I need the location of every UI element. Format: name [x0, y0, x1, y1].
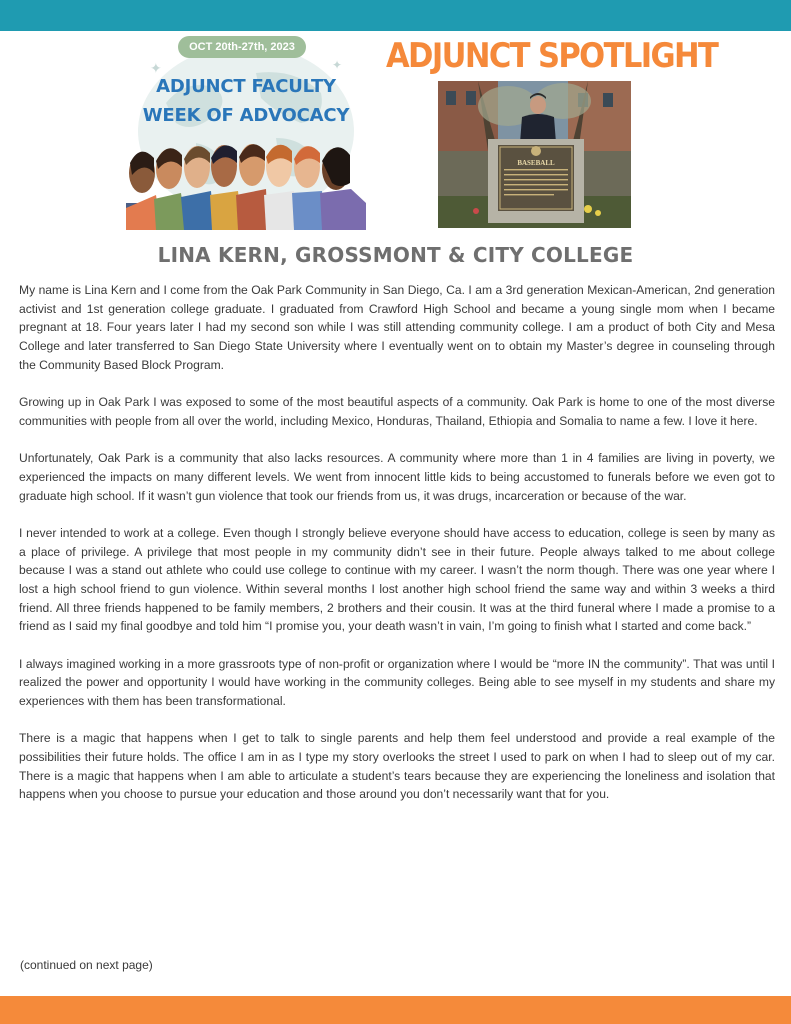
event-title-line1: ADJUNCT FACULTY: [156, 76, 336, 97]
story-paragraph: My name is Lina Kern and I come from the Oak Park Community in San Diego, Ca. I am a 3rd generation Mexican-American, 2nd generation activist and 1st generation college graduate. I graduated from Crawford High School and became a young single mom when I became pregnant at 18. Four years later I had my second son while I was still attending community college. I am a product of both City and Mesa College and later transferred to San Diego State University where I eventually went on to obtain my Master’s degree in counseling through the Community Based Block Program.: [19, 283, 775, 372]
svg-text:✦: ✦: [150, 60, 162, 76]
event-date-badge: OCT 20th-27th, 2023: [178, 36, 306, 58]
week-of-advocacy-graphic: [126, 33, 366, 230]
story-paragraph: Growing up in Oak Park I was exposed to some of the most beautiful aspects of a community. Oak Park is home to one of the most diverse communities with people from all over the world, including Mexico, Honduras, Thailand, Ethiopia and Somalia to name a few. I love it here.: [19, 395, 775, 428]
story-paragraph: Unfortunately, Oak Park is a community that also lacks resources. A community where more than 1 in 4 families are living in poverty, we experienced the impacts on many different levels. We went from innocent little kids to being accustomed to funerals before we even got to graduate high school. If it wasn’t gun violence that took our friends from us, it was drugs, incarceration or because of the war.: [19, 451, 775, 503]
top-accent-bar: [0, 0, 791, 31]
story-paragraph: There is a magic that happens when I get to talk to single parents and help them feel understood and provide a real example of the possibilities their future holds. The office I am in as I type my story overlooks the street I used to park on when I had to sleep out of my car. There is a magic that happens when I am able to articulate a student’s tears because they are experiencing the loneliness and isolation that happens when you choose to pursue your education and those around you don’t necessarily want that for you.: [19, 731, 775, 802]
spotlight-person-heading: LINA KERN, GROSSMONT & CITY COLLEGE: [157, 243, 634, 267]
diverse-faces-illustration: [126, 133, 366, 230]
story-paragraph: I always imagined working in a more grassroots type of non-profit or organization where I would be “more IN the community”. That was until I realized the power and opportunity I would have working in the community colleges. Being able to see myself in my students and share my experiences with them has been transformational.: [19, 656, 775, 709]
continued-note: (continued on next page): [20, 958, 153, 972]
bottom-accent-bar: [0, 996, 791, 1024]
svg-text:✦: ✦: [332, 58, 343, 72]
story-paragraph: I never intended to work at a college. Even though I strongly believe everyone should have access to education, college is seen by many as a place of privilege. A privilege that most people in my community didn’t see in their future. People always talked to me about college because I was a stand out athlete who could use college to continue with my career. I wasn’t the norm though. There was one year where I lost a high school friend to gun violence. Within several months I lost another high school friend the same way and within 3 weeks a third friend. All three friends happened to be family members, 2 brothers and their cousin. It was at the third funeral where I made a promise to a friend as I said my final goodbye and told him “I promise you, your death wasn’t in vain, I’m going to finish what I started and come back.”: [19, 525, 775, 634]
event-title-line2: WEEK OF ADVOCACY: [142, 105, 350, 126]
spotlight-photo: [438, 81, 631, 228]
spotlight-title: ADJUNCT SPOTLIGHT: [386, 36, 718, 76]
plaque-heading: BASEBALL: [517, 159, 555, 167]
story-body: [19, 281, 775, 823]
baseball-plaque-photo: [438, 81, 631, 228]
